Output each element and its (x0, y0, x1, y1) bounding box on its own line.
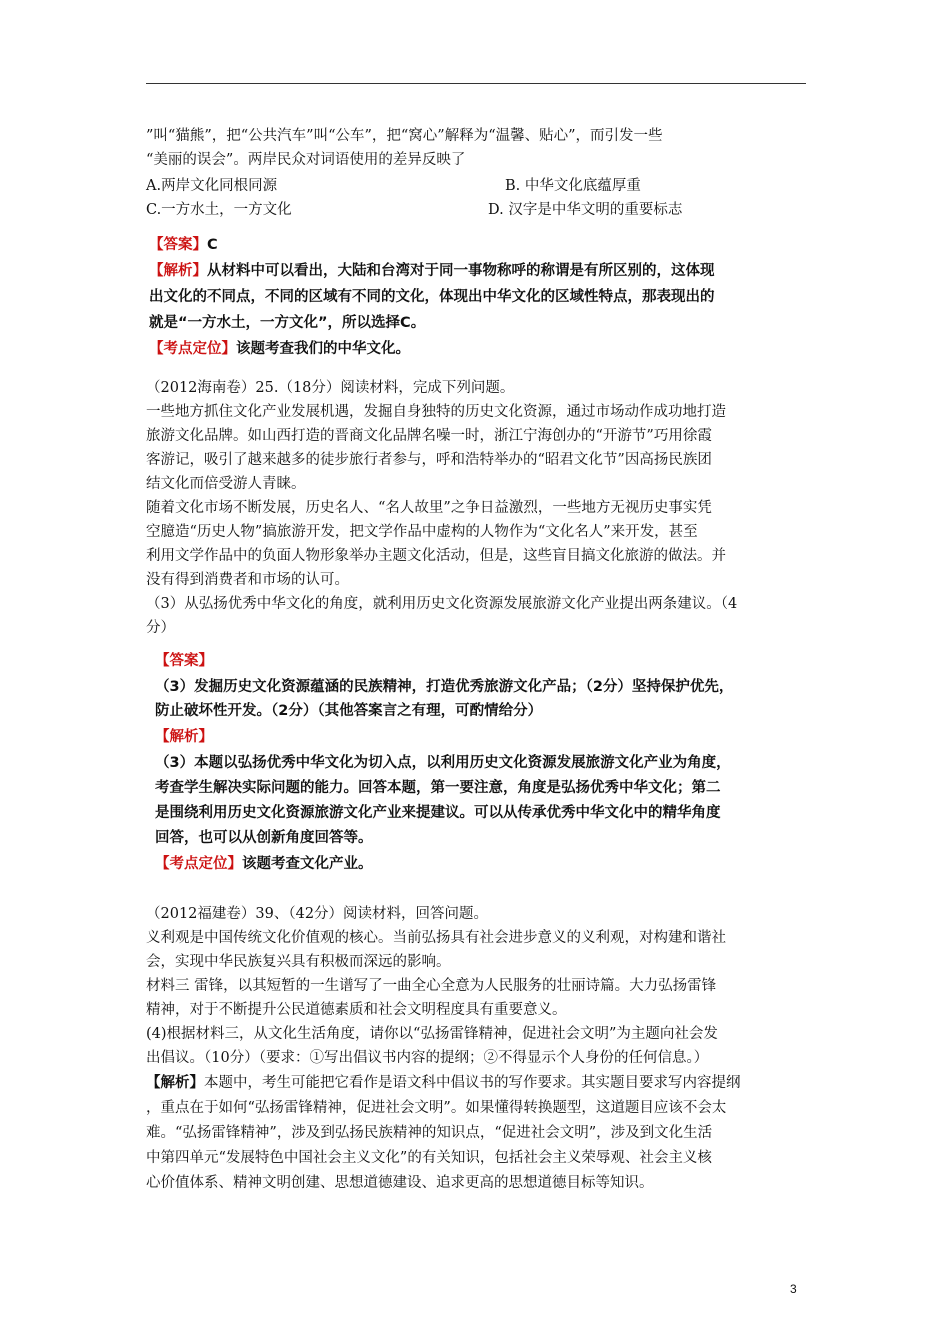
q2-answer-line: 防止破坏性开发。（2分）（其他答案言之有理，可酌情给分） (155, 703, 543, 719)
q1-point (149, 338, 410, 360)
header-rule (146, 83, 806, 84)
q3-question-line: (4)根据材料三，从文化生活角度，请你以“弘扬雷锋精神，促进社会文明”为主题向社会发 (146, 1026, 718, 1042)
q2-paragraph-line: 一些地方抓住文化产业发展机遇，发掘自身独特的历史文化资源，通过市场动作成功地打造 (146, 404, 726, 420)
q2-question-line: 分） (146, 620, 175, 636)
q3-analysis-line: 心价值体系、精神文明创建、思想道德建设、追求更高的思想道德目标等知识。 (146, 1175, 654, 1191)
q2-point (155, 853, 373, 875)
q2-analysis-line: 是围绕利用历史文化资源旅游文化产业来提建议。可以从传承优秀中华文化中的精华角度 (155, 805, 721, 821)
q2-answer-tag: 【答案】 (155, 653, 213, 669)
q3-header: （2012福建卷）39、（42分）阅读材料，回答问题。 (146, 906, 489, 922)
q2-paragraph-line: 结文化而倍受游人青睐。 (146, 476, 306, 492)
q1-answer (149, 234, 218, 256)
analysis-tag: 【解析】 (146, 1074, 204, 1091)
q3-paragraph-line: 会，实现中华民族复兴具有积极而深远的影响。 (146, 954, 451, 970)
q2-paragraph-line: 随着文化市场不断发展，历史名人、“名人故里”之争日益激烈，一些地方无视历史事实凭 (146, 500, 712, 516)
q1-analysis-line (149, 260, 715, 282)
analysis-text: 本题中，考生可能把它看作是语文科中倡议书的写作要求。其实题目要求写内容提纲 (204, 1075, 741, 1091)
q3-material-line: 精神，对于不断提升公民道德素质和社会文明程度具有重要意义。 (146, 1002, 567, 1018)
q3-material-line: 材料三 雷锋，以其短暂的一生谱写了一曲全心全意为人民服务的壮丽诗篇。大力弘扬雷锋 (146, 978, 717, 994)
q1-stem-line: “美丽的误会”。两岸民众对词语使用的差异反映了 (146, 152, 466, 168)
q2-answer-line: （3）发掘历史文化资源蕴涵的民族精神，打造优秀旅游文化产品；（2分）坚持保护优先， (155, 679, 734, 695)
q1-option-c: C.一方水土，一方文化 (146, 202, 292, 218)
q2-paragraph-line: 旅游文化品牌。如山西打造的晋商文化品牌名噪一时，浙江宁海创办的“开游节”巧用徐霞 (146, 428, 712, 444)
analysis-tag: 【解析】 (149, 263, 207, 279)
q2-header: （2012海南卷）25.（18分）阅读材料，完成下列问题。 (146, 380, 515, 396)
q2-analysis-line: 考查学生解决实际问题的能力。回答本题，第一要注意，角度是弘扬优秀中华文化；第二 (155, 780, 721, 796)
q1-analysis-line: 就是“一方水土，一方文化”，所以选择C。 (149, 315, 426, 331)
point-tag: 【考点定位】 (155, 856, 242, 872)
analysis-text: 从材料中可以看出，大陆和台湾对于同一事物称呼的称谓是有所区别的，这体现 (207, 263, 715, 279)
q3-analysis-line: 难。“弘扬雷锋精神”，涉及到弘扬民族精神的知识点，“促进社会文明”，涉及到文化生活 (146, 1125, 713, 1141)
q3-paragraph-line: 义利观是中国传统文化价值观的核心。当前弘扬具有社会进步意义的义利观，对构建和谐社 (146, 930, 726, 946)
point-text: 该题考查我们的中华文化。 (236, 341, 410, 357)
q3-analysis-line (146, 1072, 741, 1094)
q3-analysis-line: ，重点在于如何“弘扬雷锋精神，促进社会文明”。如果懂得转换题型，这道题目应该不会太 (146, 1100, 727, 1116)
answer-value: C (207, 237, 218, 253)
q2-analysis-tag: 【解析】 (155, 729, 213, 745)
q2-question-line: （3）从弘扬优秀中华文化的角度，就利用历史文化资源发展旅游文化产业提出两条建议。（4 (146, 596, 738, 612)
q2-analysis-line: （3）本题以弘扬优秀中华文化为切入点，以利用历史文化资源发展旅游文化产业为角度， (155, 755, 731, 771)
q1-option-d: D. 汉字是中华文明的重要标志 (488, 202, 683, 218)
q1-option-a: A.两岸文化同根同源 (146, 178, 278, 194)
answer-tag: 【答案】 (149, 237, 207, 253)
q2-analysis-line: 回答，也可以从创新角度回答等。 (155, 830, 373, 846)
point-text: 该题考查文化产业。 (242, 856, 373, 872)
q1-option-b: B. 中华文化底蕴厚重 (505, 178, 641, 194)
q2-paragraph-line: 客游记，吸引了越来越多的徒步旅行者参与，呼和浩特举办的“昭君文化节”因高扬民族团 (146, 452, 712, 468)
q1-analysis-line: 出文化的不同点，不同的区域有不同的文化，体现出中华文化的区域性特点，那表现出的 (149, 289, 715, 305)
q1-stem-line: ”叫“猫熊”，把“公共汽车”叫“公车”，把“窝心”解释为“温馨、贴心”，而引发一些 (146, 128, 663, 144)
q2-paragraph-line: 利用文学作品中的负面人物形象举办主题文化活动，但是，这些盲目搞文化旅游的做法。并 (146, 548, 726, 564)
page-number: 3 (790, 1282, 797, 1296)
q2-paragraph-line: 空臆造“历史人物”搞旅游开发，把文学作品中虚构的人物作为“文化名人”来开发，甚至 (146, 524, 698, 540)
point-tag: 【考点定位】 (149, 341, 236, 357)
q3-question-line: 出倡议。（10分）（要求：①写出倡议书内容的提纲；②不得显示个人身份的任何信息。） (146, 1050, 709, 1066)
q2-paragraph-line: 没有得到消费者和市场的认可。 (146, 572, 349, 588)
q3-analysis-line: 中第四单元“发展特色中国社会主义文化”的有关知识，包括社会主义荣辱观、社会主义核 (146, 1150, 712, 1166)
